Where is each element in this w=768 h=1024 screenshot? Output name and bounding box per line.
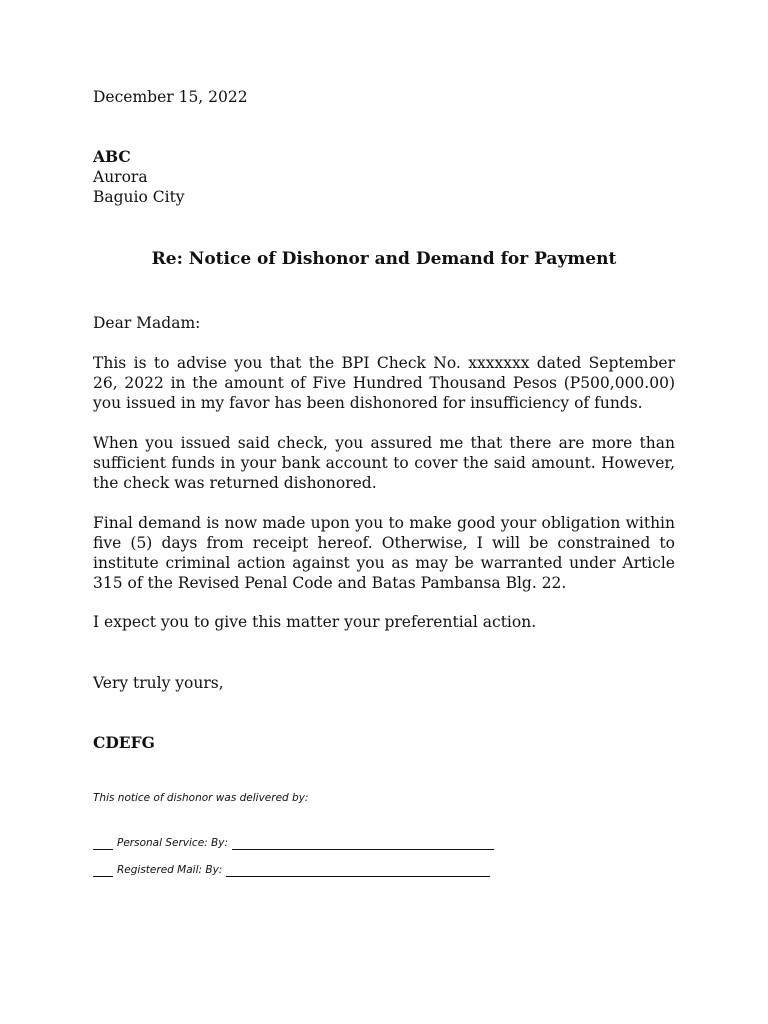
body-paragraph-2: When you issued said check, you assured me that there are more than sufficient funds in your bank account to cover the said amount. However, the check was returned dishonored. [93,434,675,492]
body-paragraph-4: I expect you to give this matter your preferential action. [93,613,537,631]
letter-date: December 15, 2022 [93,88,248,106]
body-paragraph-1: This is to advise you that the BPI Check No. xxxxxxx dated September 26, 2022 in the amount of Five Hundred Thousand Pesos (P500,000.00) you issued in my favor has been dishonored for insufficiency of funds. [93,354,675,412]
letter-subject: Re: Notice of Dishonor and Demand for Payment [151,249,617,269]
delivery-option-registered-mail [93,863,490,877]
signature-blank-line [226,864,490,877]
body-paragraph-3: Final demand is now made upon you to make good your obligation within five (5) days from receipt hereof. Otherwise, I will be constrained to institute criminal action against you as may be warranted under Article 315 of the Revised Penal Code and Batas Pambansa Blg. 22. [93,514,675,592]
salutation: Dear Madam: [93,314,201,332]
signature-blank-line [232,837,494,850]
signatory-name: CDEFG [93,733,155,752]
checkbox-blank-line [93,864,113,877]
delivery-note: This notice of dishonor was delivered by: [93,792,309,804]
delivery-option-label: Personal Service: By: [117,837,228,849]
recipient-address-line-2: Baguio City [93,188,185,206]
delivery-option-label: Registered Mail: By: [117,864,223,876]
recipient-address-line-1: Aurora [93,168,148,186]
delivery-option-personal-service [93,836,494,850]
recipient-name: ABC [93,147,131,166]
checkbox-blank-line [93,837,113,850]
complimentary-close: Very truly yours, [93,674,224,692]
